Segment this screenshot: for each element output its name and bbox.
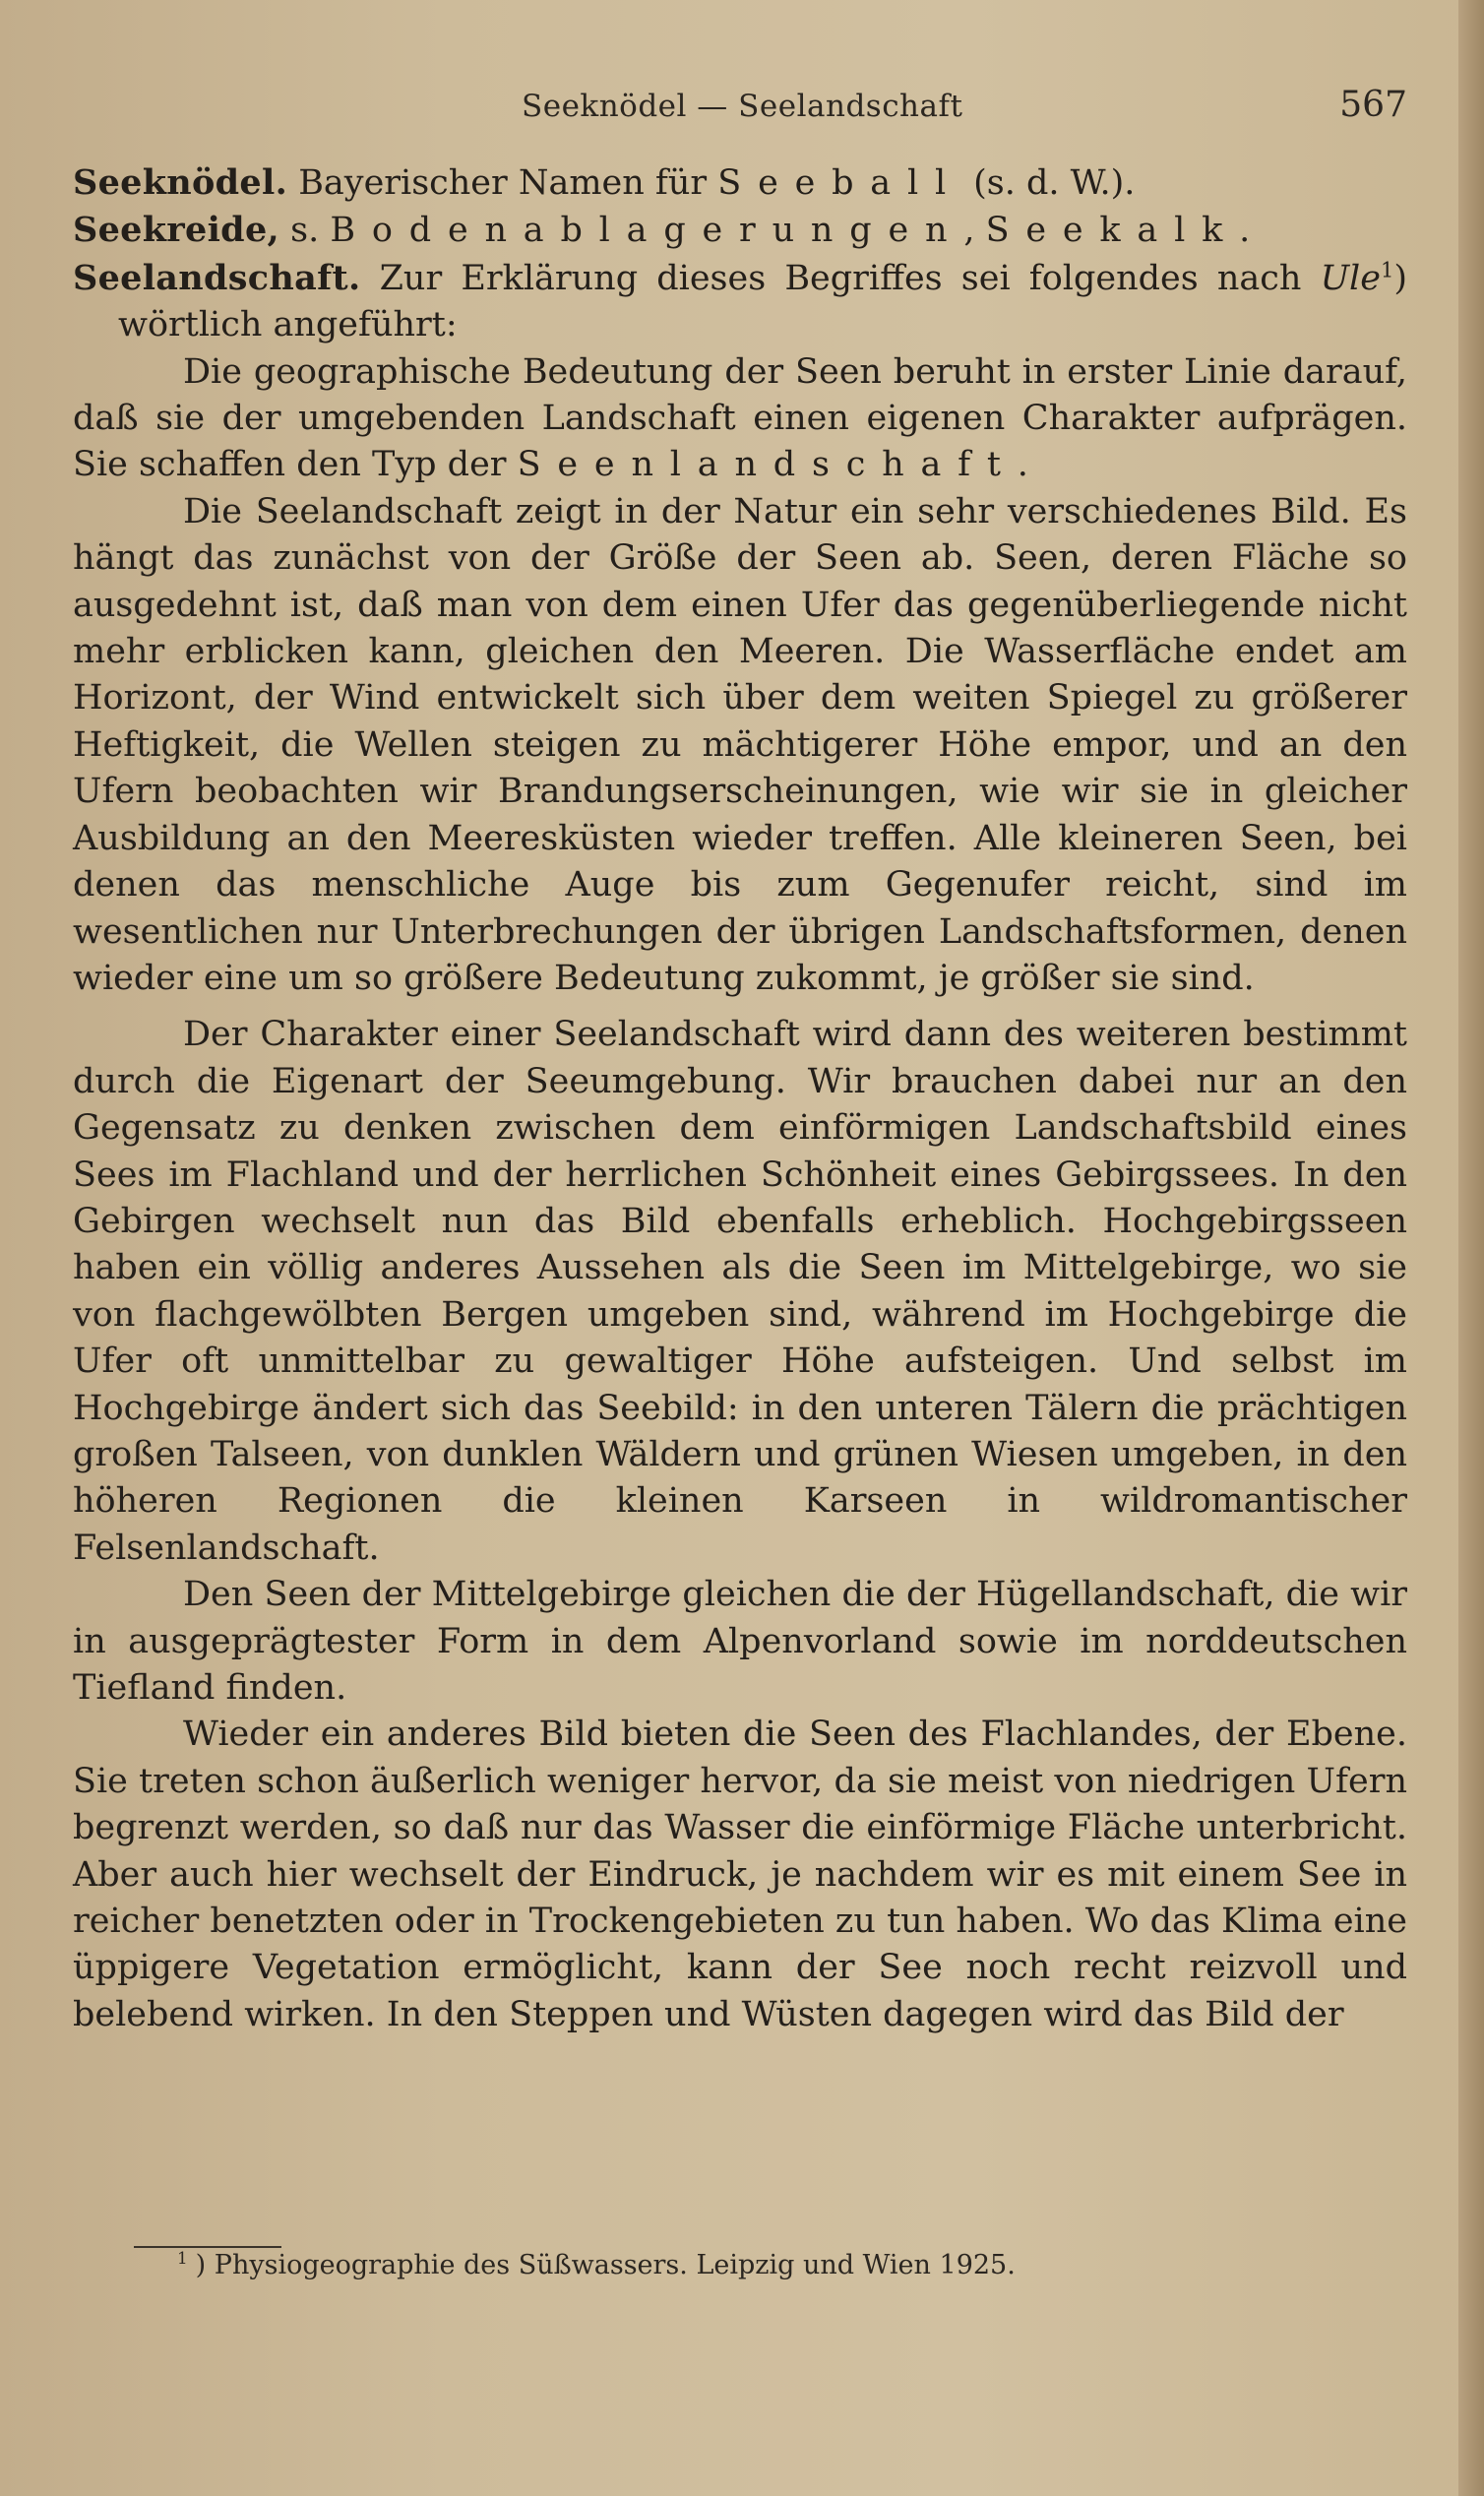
paragraph-quote-1 [73, 349, 1407, 489]
page-header [79, 83, 1407, 142]
lemma-seeknoedel: Seeknödel. [73, 162, 288, 203]
emphasized-term: Seenlandschaft [517, 445, 1018, 485]
paragraph-quote-5: Wieder ein anderes Bild bieten die Seen des Flachlandes, der Ebene. Sie treten schon äußerlich weniger hervor, da sie meist von niedrigen Ufern begrenzt werden, so daß nur das Wasser die einförmige Fläche unterbricht. Aber auch hier wechselt der Eindruck, je nachdem wir es mit einem See in reicher benetzten oder in Trockengebieten zu tun haben. Wo das Klima eine üppigere Vegetation ermöglicht, kann der See noch recht reizvoll und belebend wirken. In den Steppen und Wüsten dagegen wird das Bild der [73, 1715, 1407, 2034]
entry-separator: , [963, 211, 986, 251]
paragraph-text: . [1017, 445, 1028, 485]
entry-tail: ) wörtlich angeführt: [118, 258, 1407, 345]
cross-reference: Bodenablagerungen [330, 211, 964, 251]
page-body [73, 159, 1407, 2038]
paragraph-quote-3: Der Charakter einer Seelandschaft wird dann des weiteren bestimmt durch die Eigenart der Seeumgebung. Wir brauchen dabei nur an den Gegensatz zu denken zwischen dem einförmigen Landschaftsbild eines Sees im Flachland und der herrlichen Schönheit eines Gebirgssees. In den Gebirgen wechselt nun das Bild ebenfalls erheblich. Hochgebirgsseen haben ein völlig anderes Aussehen als die Seen im Mittelgebirge, wo sie von flachgewölbten Bergen umgeben sind, während im Hochgebirge die Ufer oft unmittelbar zu gewaltiger Höhe aufsteigen. Und selbst im Hochgebirge ändert sich das Seebild: in den unteren Tälern die prächtigen großen Talseen, von dunklen Wäldern und grünen Wiesen umgeben, in den höheren Regionen die kleinen Karseen in wildromantischer Felsenlandschaft. [73, 1015, 1407, 1568]
footnote [177, 2248, 1016, 2283]
entry-text: Bayerischer Namen für [287, 163, 718, 203]
page-number: 567 [1339, 85, 1407, 125]
footnote-reference: 1 [1380, 258, 1394, 282]
entry-seelandschaft [73, 255, 1407, 349]
paragraph-quote-4: Den Seen der Mittelgebirge gleichen die der Hügellandschaft, die wir in ausgeprägtester Form in dem Alpenvorland sowie im norddeutschen Tiefland finden. [73, 1575, 1407, 1708]
page-edge-shadow [1458, 0, 1484, 2496]
lemma-seekreide: Seekreide, [73, 210, 279, 251]
cross-reference: Seeball [717, 163, 962, 203]
footnote-mark: 1 [177, 2248, 188, 2268]
entry-tail: (s. d. W.). [961, 163, 1136, 203]
entry-tail: . [1239, 211, 1251, 251]
running-head: Seeknödel — Seelandschaft [522, 89, 963, 124]
paragraph-text: Die geographische Bedeutung der Seen beruht in erster Linie darauf, daß sie der umgebenden Landschaft einen eigenen Charakter aufprägen. Sie schaffen den Typ der [73, 351, 1407, 485]
entry-text: Zur Erklärung dieses Begriffes sei folgendes nach [360, 258, 1321, 298]
author-name: Ule [1320, 258, 1381, 298]
lemma-seelandschaft: Seelandschaft. [73, 257, 361, 298]
entry-text: s. [279, 211, 331, 251]
entry-seekreide [73, 207, 1407, 254]
cross-reference: Seekalk [985, 211, 1240, 251]
paragraph-quote-2: Die Seelandschaft zeigt in der Natur ein sehr verschiedenes Bild. Es hängt das zunächst von der Größe der Seen ab. Seen, deren Fläche so ausgedehnt ist, daß man von dem einen Ufer das gegenüberliegende nicht mehr erblicken kann, gleichen den Meeren. Die Wasserfläche endet am Horizont, der Wind entwickelt sich über dem weiten Spiegel zu größerer Heftigkeit, die Wellen steigen zu mächtigerer Höhe empor, und an den Ufern beobachten wir Brandungserscheinungen, wie wir sie in gleicher Ausbildung an den Meeresküsten wieder treffen. Alle kleineren Seen, bei denen das menschliche Auge bis zum Gegenufer reicht, sind im wesentlichen nur Unterbrechungen der übrigen Landschaftsformen, denen wieder eine um so größere Bedeutung zukommt, je größer sie sind. [73, 491, 1407, 998]
footnote-text: ) Physiogeographie des Süßwassers. Leipzig und Wien 1925. [195, 2250, 1016, 2280]
entry-seeknoedel [73, 159, 1407, 207]
